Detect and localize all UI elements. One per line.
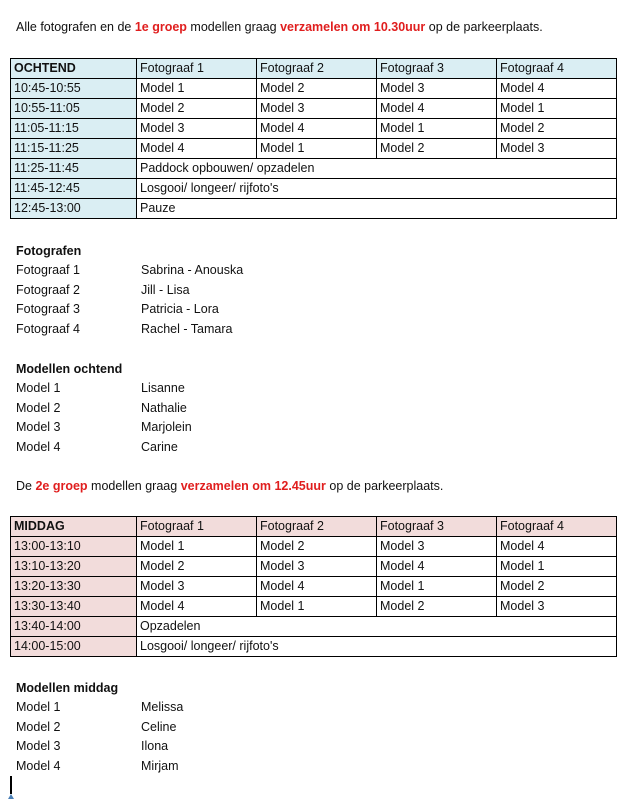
intro-text: De bbox=[16, 479, 36, 493]
time-cell: 11:15-11:25 bbox=[11, 139, 137, 159]
table-row bbox=[11, 637, 617, 657]
activity-cell: Opzadelen bbox=[137, 617, 617, 637]
model-cell: Model 3 bbox=[137, 577, 257, 597]
model-cell: Model 1 bbox=[257, 139, 377, 159]
table-row bbox=[11, 557, 617, 577]
time-cell: 11:05-11:15 bbox=[11, 119, 137, 139]
model-label: Model 3 bbox=[16, 739, 61, 754]
model-cell: Model 4 bbox=[137, 139, 257, 159]
model-name: Melissa bbox=[141, 700, 184, 714]
table-row bbox=[11, 99, 617, 119]
header-cell: Fotograaf 2 bbox=[257, 59, 377, 79]
table-row bbox=[11, 79, 617, 99]
photographers-section bbox=[16, 241, 243, 339]
table-row bbox=[11, 199, 617, 219]
header-cell: Fotograaf 3 bbox=[377, 59, 497, 79]
list-item bbox=[16, 698, 183, 718]
time-highlight: verzamelen om 10.30uur bbox=[280, 20, 426, 34]
text-cursor[interactable] bbox=[10, 776, 12, 794]
intro-text: Alle fotografen en de bbox=[16, 20, 135, 34]
time-cell: 13:10-13:20 bbox=[11, 557, 137, 577]
model-cell: Model 2 bbox=[377, 139, 497, 159]
time-cell: 10:45-10:55 bbox=[11, 79, 137, 99]
section-title: Modellen ochtend bbox=[16, 362, 123, 376]
table-row bbox=[11, 119, 617, 139]
model-cell: Model 3 bbox=[137, 119, 257, 139]
intro-text: modellen graag bbox=[87, 479, 181, 493]
intro-morning bbox=[16, 20, 543, 34]
model-cell: Model 2 bbox=[497, 577, 617, 597]
models-morning-section bbox=[16, 359, 192, 457]
intro-text: modellen graag bbox=[186, 20, 281, 34]
header-cell: Fotograaf 3 bbox=[377, 517, 497, 537]
model-cell: Model 2 bbox=[257, 79, 377, 99]
list-item bbox=[16, 737, 183, 757]
table-row bbox=[11, 139, 617, 159]
model-label: Model 3 bbox=[16, 420, 61, 435]
model-name: Ilona bbox=[141, 739, 169, 754]
model-cell: Model 4 bbox=[497, 79, 617, 99]
photographer-names: Patricia - Lora bbox=[141, 302, 219, 317]
model-cell: Model 4 bbox=[137, 597, 257, 617]
group-highlight: 2e groep bbox=[35, 479, 88, 493]
model-cell: Model 1 bbox=[137, 79, 257, 99]
time-cell: 13:30-13:40 bbox=[11, 597, 137, 617]
model-label: Model 2 bbox=[16, 400, 61, 415]
model-cell: Model 2 bbox=[257, 537, 377, 557]
photographer-names: Rachel - Tamara bbox=[141, 321, 233, 336]
model-cell: Model 1 bbox=[257, 597, 377, 617]
header-cell: Fotograaf 4 bbox=[497, 517, 617, 537]
model-label: Model 2 bbox=[16, 719, 61, 734]
model-label: Model 4 bbox=[16, 758, 61, 773]
section-title: Fotografen bbox=[16, 244, 82, 258]
time-cell: 13:20-13:30 bbox=[11, 577, 137, 597]
list-item bbox=[16, 757, 183, 777]
model-cell: Model 1 bbox=[137, 537, 257, 557]
intro-text: op de parkeerplaats. bbox=[425, 20, 543, 34]
header-cell: Fotograaf 1 bbox=[137, 517, 257, 537]
model-cell: Model 3 bbox=[377, 79, 497, 99]
model-name: Celine bbox=[141, 719, 177, 734]
time-cell: 11:45-12:45 bbox=[11, 179, 137, 199]
time-cell: 13:00-13:10 bbox=[11, 537, 137, 557]
header-cell: Fotograaf 2 bbox=[257, 517, 377, 537]
section-title: Modellen middag bbox=[16, 681, 119, 695]
afternoon-schedule-table bbox=[10, 516, 617, 657]
model-cell: Model 2 bbox=[377, 597, 497, 617]
list-item bbox=[16, 320, 243, 340]
time-cell: 14:00-15:00 bbox=[11, 637, 137, 657]
activity-cell: Pauze bbox=[137, 199, 617, 219]
header-cell: MIDDAG bbox=[11, 517, 137, 537]
model-cell: Model 4 bbox=[497, 537, 617, 557]
table-row bbox=[11, 537, 617, 557]
list-item bbox=[16, 418, 192, 438]
intro-afternoon bbox=[16, 479, 443, 493]
model-name: Marjolein bbox=[141, 420, 192, 435]
list-item bbox=[16, 399, 192, 419]
model-cell: Model 4 bbox=[377, 557, 497, 577]
time-cell: 10:55-11:05 bbox=[11, 99, 137, 119]
activity-cell: Losgooi/ longeer/ rijfoto's bbox=[137, 179, 617, 199]
header-cell: Fotograaf 1 bbox=[137, 59, 257, 79]
activity-cell: Paddock opbouwen/ opzadelen bbox=[137, 159, 617, 179]
model-label: Model 1 bbox=[16, 381, 61, 395]
table-row bbox=[11, 179, 617, 199]
model-cell: Model 4 bbox=[257, 577, 377, 597]
header-cell: Fotograaf 4 bbox=[497, 59, 617, 79]
header-cell: OCHTEND bbox=[11, 59, 137, 79]
model-cell: Model 1 bbox=[497, 99, 617, 119]
list-item bbox=[16, 261, 243, 281]
photographer-names: Jill - Lisa bbox=[141, 282, 190, 297]
photographer-label: Fotograaf 3 bbox=[16, 302, 80, 317]
photographer-label: Fotograaf 2 bbox=[16, 282, 80, 297]
photographer-names: Sabrina - Anouska bbox=[141, 263, 244, 277]
morning-schedule-table bbox=[10, 58, 617, 219]
model-cell: Model 3 bbox=[497, 597, 617, 617]
table-row bbox=[11, 617, 617, 637]
models-afternoon-section bbox=[16, 678, 183, 776]
model-cell: Model 3 bbox=[257, 99, 377, 119]
model-name: Nathalie bbox=[141, 400, 187, 415]
model-cell: Model 2 bbox=[497, 119, 617, 139]
time-highlight: verzamelen om 12.45uur bbox=[180, 479, 326, 493]
model-name: Mirjam bbox=[141, 758, 179, 773]
list-item bbox=[16, 379, 192, 399]
model-cell: Model 3 bbox=[377, 537, 497, 557]
model-cell: Model 1 bbox=[497, 557, 617, 577]
photographer-label: Fotograaf 1 bbox=[16, 263, 80, 277]
list-item bbox=[16, 281, 243, 301]
model-cell: Model 1 bbox=[377, 119, 497, 139]
model-cell: Model 3 bbox=[257, 557, 377, 577]
model-cell: Model 2 bbox=[137, 99, 257, 119]
model-cell: Model 4 bbox=[257, 119, 377, 139]
list-item bbox=[16, 438, 192, 458]
model-name: Lisanne bbox=[141, 381, 185, 395]
intro-text: op de parkeerplaats. bbox=[325, 479, 444, 493]
model-cell: Model 2 bbox=[137, 557, 257, 577]
model-cell: Model 3 bbox=[497, 139, 617, 159]
model-label: Model 1 bbox=[16, 700, 61, 714]
model-cell: Model 4 bbox=[377, 99, 497, 119]
cursor-caret-icon bbox=[8, 794, 14, 799]
table-row bbox=[11, 597, 617, 617]
model-cell: Model 1 bbox=[377, 577, 497, 597]
model-name: Carine bbox=[141, 439, 178, 454]
table-header-row bbox=[11, 517, 617, 537]
list-item bbox=[16, 718, 183, 738]
model-label: Model 4 bbox=[16, 439, 61, 454]
time-cell: 12:45-13:00 bbox=[11, 199, 137, 219]
list-item bbox=[16, 300, 243, 320]
activity-cell: Losgooi/ longeer/ rijfoto's bbox=[137, 637, 617, 657]
table-row bbox=[11, 577, 617, 597]
time-cell: 11:25-11:45 bbox=[11, 159, 137, 179]
time-cell: 13:40-14:00 bbox=[11, 617, 137, 637]
group-highlight: 1e groep bbox=[134, 20, 187, 34]
table-row bbox=[11, 159, 617, 179]
table-header-row bbox=[11, 59, 617, 79]
photographer-label: Fotograaf 4 bbox=[16, 321, 80, 336]
